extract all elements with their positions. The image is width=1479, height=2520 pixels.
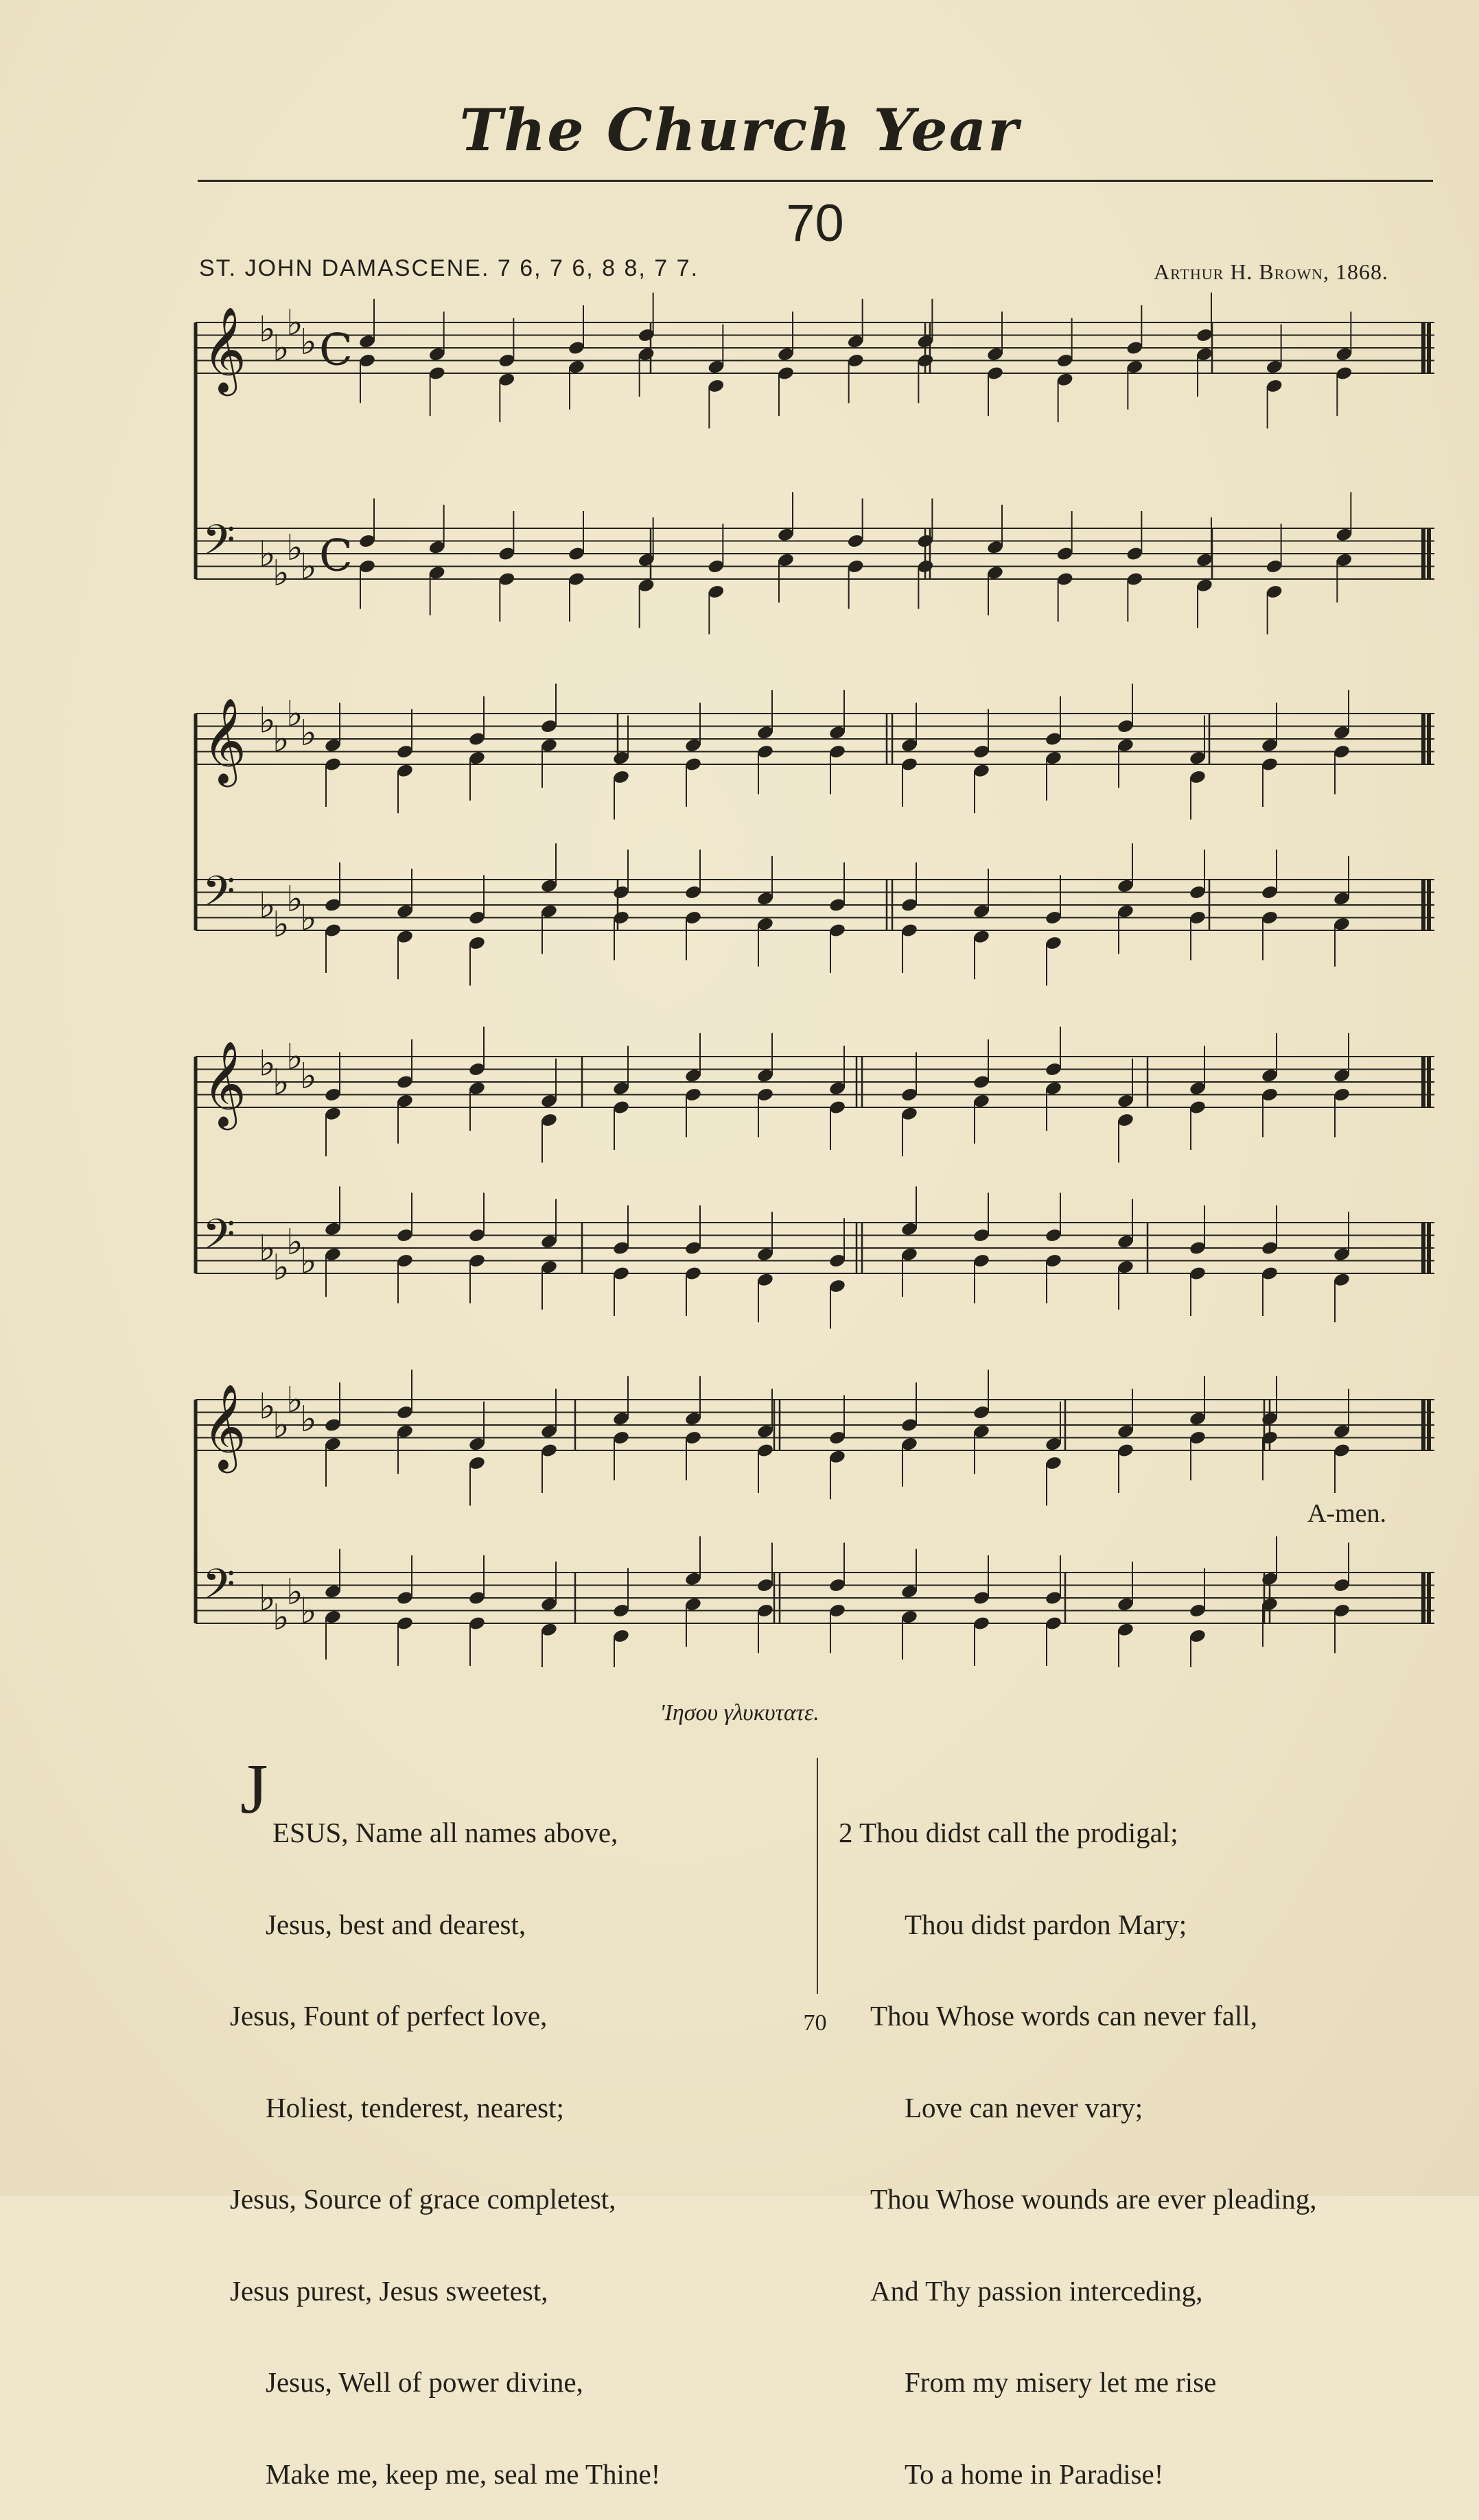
source-reference: 'Ιησου γλυκυτατε.: [660, 1700, 819, 1726]
key-flat: ♭: [300, 1590, 317, 1632]
key-flat: ♭: [286, 1380, 303, 1421]
key-flat: ♭: [300, 1240, 317, 1282]
verse-line: Jesus, Well of power divine,: [266, 2366, 583, 2398]
key-flat: ♭: [300, 897, 317, 939]
verse-line: Thou Whose wounds are ever pleading,: [870, 2183, 1317, 2215]
verse-line: Thou Whose words can never fall,: [870, 2000, 1257, 2032]
key-flat: ♭: [272, 719, 290, 760]
key-flat: ♭: [272, 328, 290, 369]
column-divider: [817, 1758, 818, 1994]
key-flat: ♭: [286, 1037, 303, 1078]
verse-line: [839, 1817, 1317, 1848]
key-flat: ♭: [259, 885, 276, 926]
key-flat: ♭: [259, 534, 276, 575]
key-flat: ♭: [300, 321, 317, 363]
verse-number: 2: [839, 1817, 853, 1848]
treble-clef: 𝄞: [202, 1384, 246, 1470]
section-title: The Church Year: [459, 96, 1020, 164]
verse-dropcap: J: [240, 1750, 268, 1828]
key-flat: ♭: [259, 1043, 276, 1085]
amen-lyric: A-men.: [1307, 1499, 1387, 1528]
composer-credit: Arthur H. Brown, 1868.: [1153, 259, 1388, 284]
key-flat: ♭: [259, 309, 276, 351]
key-flat: ♭: [286, 527, 303, 569]
key-flat: ♭: [259, 700, 276, 742]
verse-line: To a home in Paradise!: [905, 2458, 1164, 2490]
key-flat: ♭: [286, 1221, 303, 1263]
verse-line: Make me, keep me, seal me Thine!: [266, 2458, 661, 2490]
treble-clef: 𝄞: [202, 698, 246, 784]
bass-clef: 𝄢: [202, 1560, 235, 1619]
time-signature: C: [319, 530, 353, 582]
verse-line: Jesus, best and dearest,: [266, 1908, 526, 1940]
tune-name-meter: ST. JOHN DAMASCENE. 7 6, 7 6, 8 8, 7 7.: [199, 255, 699, 281]
key-flat: ♭: [272, 552, 290, 594]
key-flat: ♭: [286, 694, 303, 735]
verse-1: [230, 1750, 661, 2520]
key-flat: ♭: [286, 1571, 303, 1613]
key-flat: ♭: [259, 1386, 276, 1428]
verse-line: From my misery let me rise: [905, 2366, 1217, 2398]
key-flat: ♭: [300, 712, 317, 754]
key-flat: ♭: [272, 1597, 290, 1638]
bass-clef: 𝄢: [202, 867, 235, 926]
key-flat: ♭: [259, 1578, 276, 1619]
page-number: 70: [803, 2010, 827, 2036]
treble-clef: 𝄞: [202, 307, 246, 392]
key-flat: ♭: [300, 1055, 317, 1097]
bass-clef: 𝄢: [202, 516, 235, 575]
key-flat: ♭: [272, 1405, 290, 1446]
verse-line: Thou didst pardon Mary;: [905, 1908, 1187, 1940]
key-flat: ♭: [286, 303, 303, 344]
time-signature: C: [319, 325, 353, 376]
verse-line: Holiest, tenderest, nearest;: [266, 2091, 564, 2123]
key-flat: ♭: [259, 1228, 276, 1269]
key-flat: ♭: [272, 904, 290, 945]
verse-line: Love can never vary;: [905, 2091, 1143, 2123]
key-flat: ♭: [272, 1247, 290, 1288]
verse-line: Jesus purest, Jesus sweetest,: [230, 2274, 548, 2307]
key-flat: ♭: [300, 546, 317, 588]
verse-line-text: Thou didst call the prodigal;: [859, 1817, 1178, 1848]
verse-line: Jesus, Source of grace completest,: [230, 2183, 616, 2215]
verse-2: [839, 1756, 1317, 2520]
key-flat: ♭: [286, 878, 303, 920]
hymn-number: 70: [786, 194, 844, 252]
verse-line: And Thy passion interceding,: [870, 2274, 1203, 2307]
key-flat: ♭: [300, 1398, 317, 1440]
bass-clef: 𝄢: [202, 1210, 235, 1269]
verse-line: Jesus, Fount of perfect love,: [230, 2000, 548, 2032]
verse-line: ESUS, Name all names above,: [272, 1817, 618, 1848]
treble-clef: 𝄞: [202, 1041, 246, 1127]
key-flat: ♭: [272, 1062, 290, 1103]
